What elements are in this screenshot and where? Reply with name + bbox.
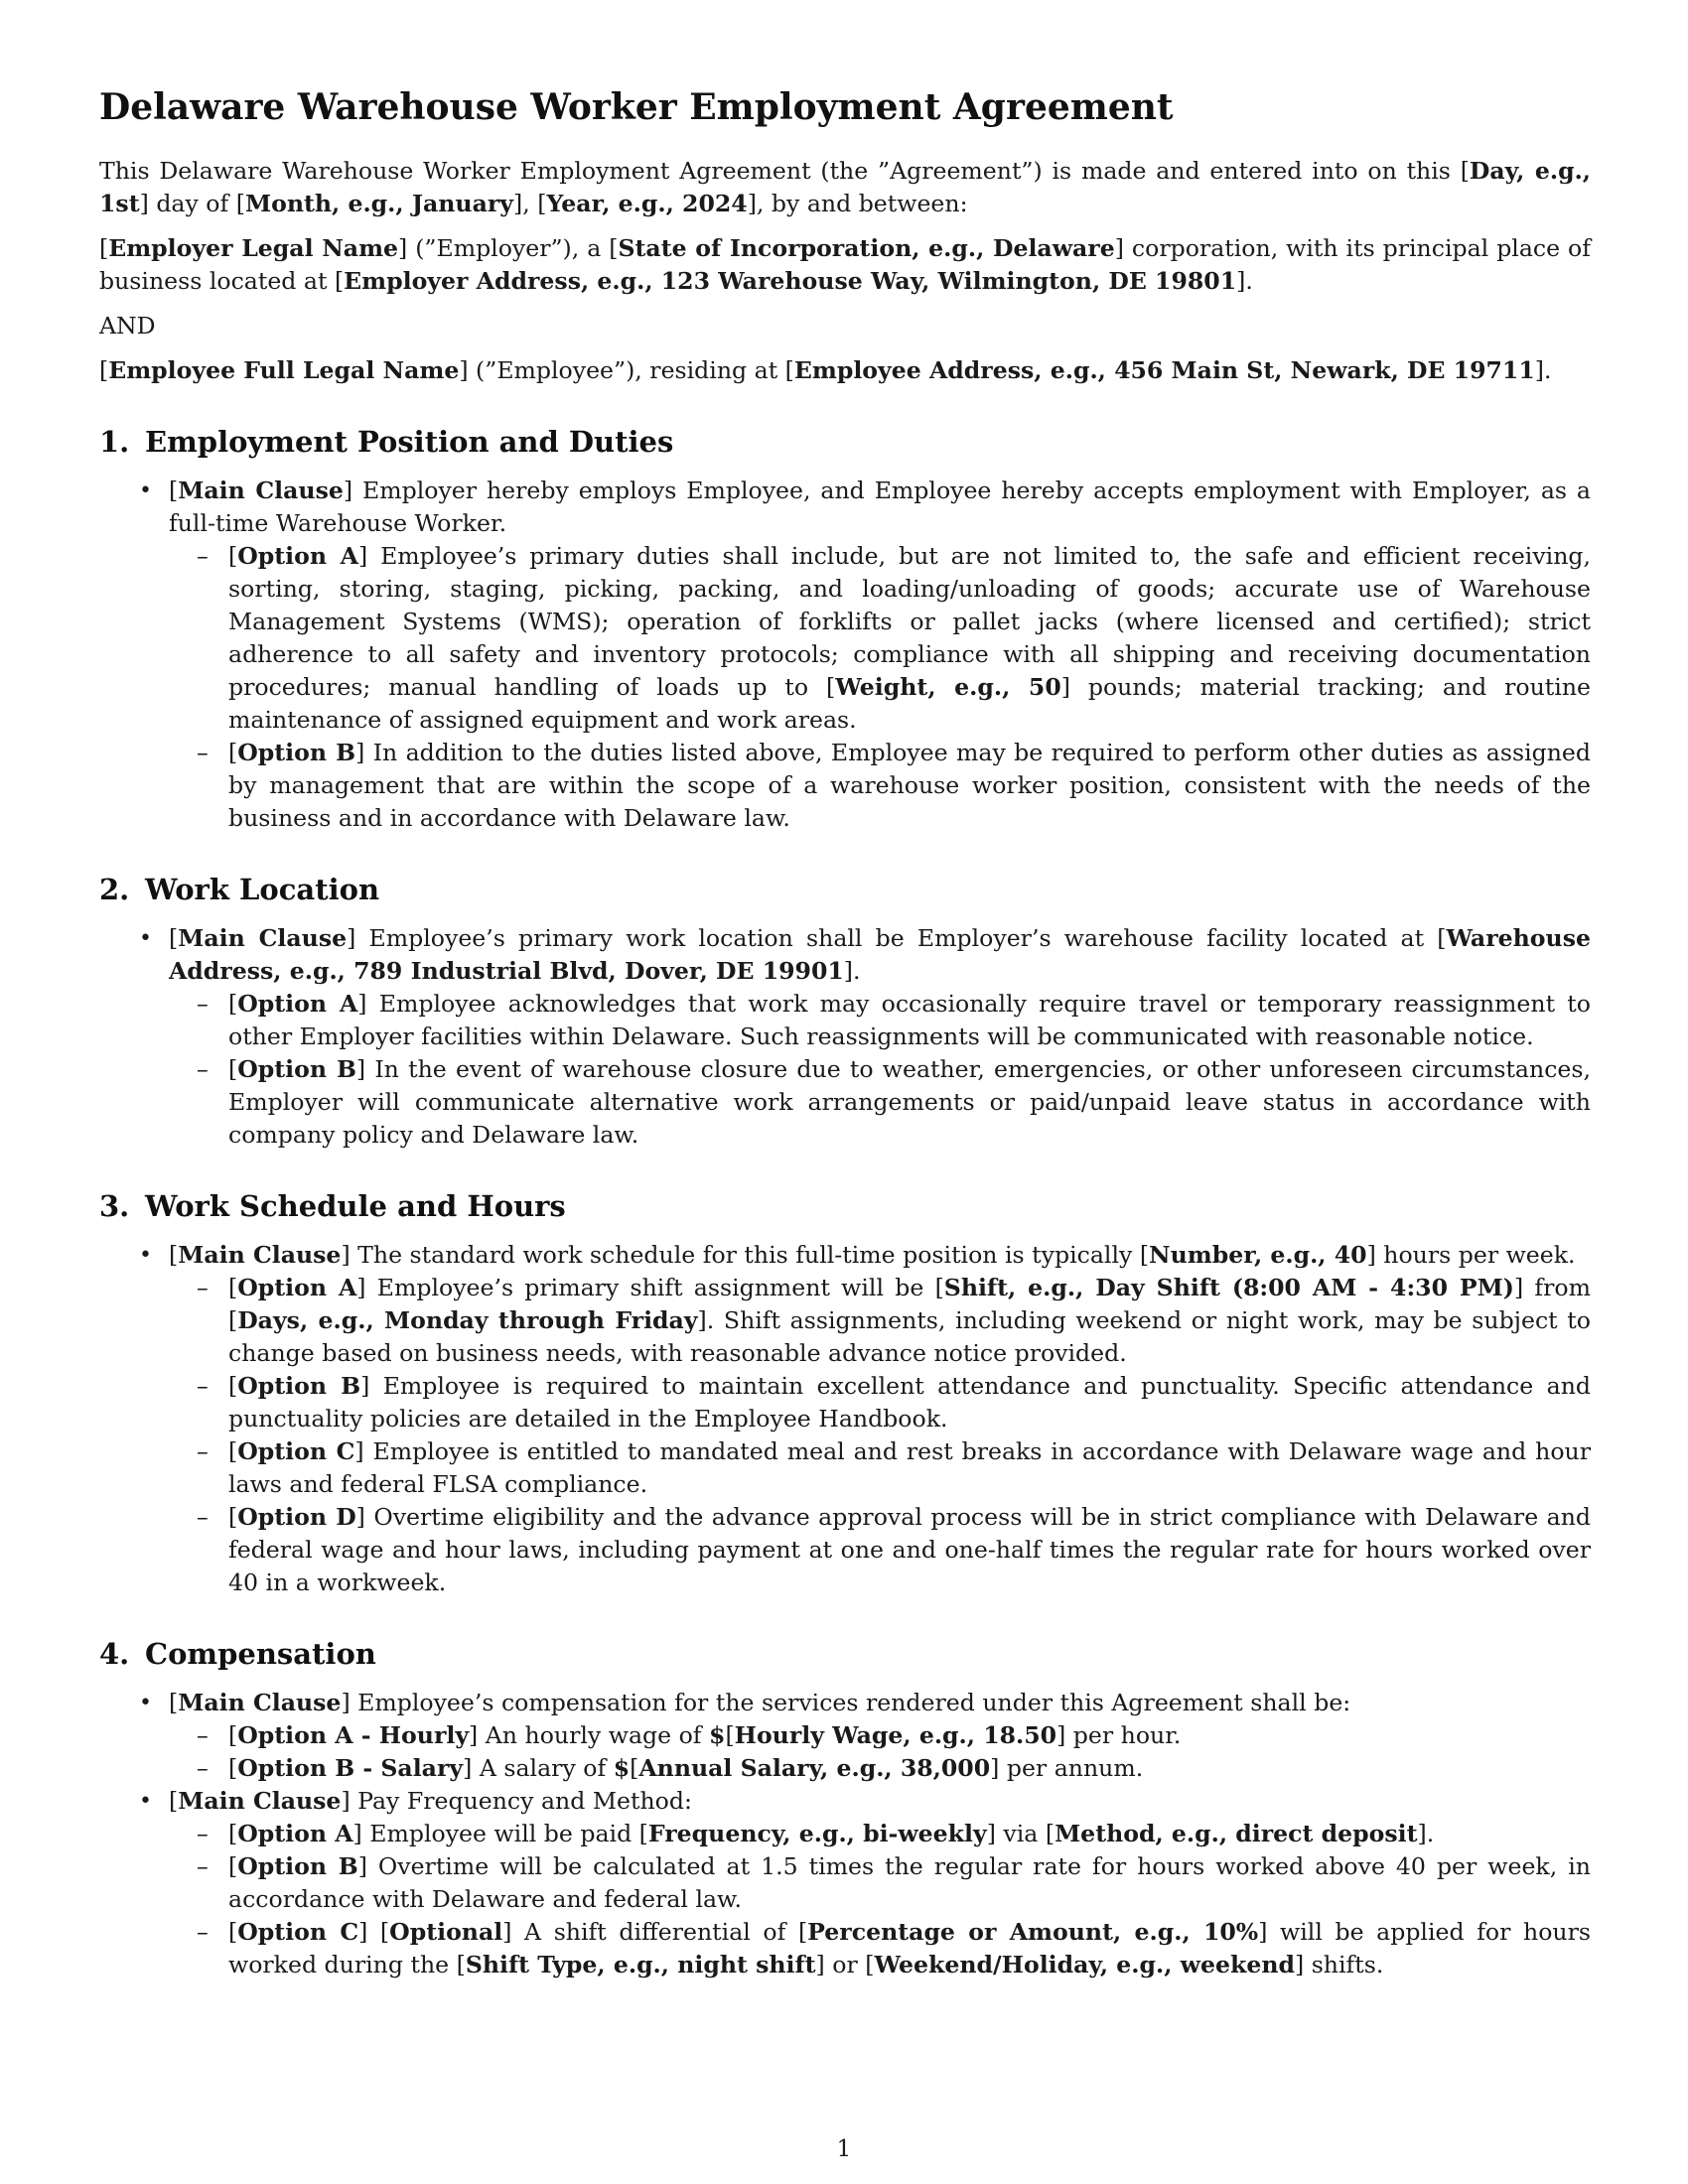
intro-paragraph-employer: [Employer Legal Name] (”Employer”), a [State of Incorporation, e.g., Delaware] corporation, with its principal place of business located at [Employer Address, e.g., 123 Warehouse Way, Wilmington, DE 19801]. — [99, 234, 1591, 295]
clause-item: • [Main Clause] Pay Frequency and Method: – [Option A] Employee will be paid [Frequency, e.g., bi-weekly] via [Method, e.g., direct deposit]. – [Option B] Overtime will be calculated at 1.5 times the regular rate for hours worked above 40 per week, in accordance with Delaware and federal law. – [Option C] [Optional] A shift differential of [Percentage or Amount, e.g., 10%] will be applied for hours worked during the [Shift Type, e.g., night shift] or [Weekend/Holiday, e.g., weekend] shifts. — [169, 1785, 1591, 1981]
option-item: – [Option A - Hourly] An hourly wage of $[Hourly Wage, e.g., 18.50] per hour. — [228, 1719, 1591, 1752]
clause-item: • [Main Clause] Employee’s compensation for the services rendered under this Agreement shall be: – [Option A - Hourly] An hourly wage of $[Hourly Wage, e.g., 18.50] per hour. – [Option B - Salary] A salary of $[Annual Salary, e.g., 38,000] per annum. — [169, 1687, 1591, 1785]
option-item: – [Option A] Employee’s primary shift assignment will be [Shift, e.g., Day Shift (8:00 AM - 4:30 PM)] from [Days, e.g., Monday through Friday]. Shift assignments, including weekend or night work, may be subject to change based on business needs, with reasonable advance notice provided. — [228, 1272, 1591, 1370]
document-title: Delaware Warehouse Worker Employment Agreement — [99, 86, 1174, 128]
intro-paragraph-date: This Delaware Warehouse Worker Employment Agreement (the ”Agreement”) is made and entered into on this [Day, e.g., 1st] day of [Month, e.g., January], [Year, e.g., 2024], by and between: — [99, 157, 1591, 217]
section-list-location — [99, 922, 1591, 1152]
section-list-schedule — [99, 1239, 1591, 1599]
clause-item: • [Main Clause] The standard work schedule for this full-time position is typically [Number, e.g., 40] hours per week. – [Option A] Employee’s primary shift assignment will be [Shift, e.g., Day Shift (8:00 AM - 4:30 PM)] from [Days, e.g., Monday through Friday]. Shift assignments, including weekend or night work, may be subject to change based on business needs, with reasonable advance notice provided. – [Option B] Employee is required to maintain excellent attendance and punctuality. Specific attendance and punctuality policies are detailed in the Employee Handbook. – [Option C] Employee is entitled to mandated meal and rest breaks in accordance with Delaware wage and hour laws and federal FLSA compliance. – [Option D] Overtime eligibility and the advance approval process will be in strict compliance with Delaware and federal wage and hour laws, including payment at one and one-half times the regular rate for hours worked over 40 in a workweek. — [169, 1239, 1591, 1599]
option-item: – [Option A] Employee’s primary duties shall include, but are not limited to, the safe and efficient receiving, sorting, storing, staging, picking, packing, and loading/unloading of goods; accurate use of Warehouse Management Systems (WMS); operation of forklifts or pallet jacks (where licensed and certified); strict adherence to all safety and inventory protocols; compliance with all shipping and receiving documentation procedures; manual handling of loads up to [Weight, e.g., 50] pounds; material tracking; and routine maintenance of assigned equipment and work areas. — [228, 540, 1591, 737]
section-heading-location: 2. Work Location — [99, 873, 380, 906]
clause-item: • [Main Clause] Employer hereby employs Employee, and Employee hereby accepts employment with Employer, as a full-time Warehouse Worker. – [Option A] Employee’s primary duties shall include, but are not limited to, the safe and efficient receiving, sorting, storing, staging, picking, packing, and loading/unloading of goods; accurate use of Warehouse Management Systems (WMS); operation of forklifts or pallet jacks (where licensed and certified); strict adherence to all safety and inventory protocols; compliance with all shipping and receiving documentation procedures; manual handling of loads up to [Weight, e.g., 50] pounds; material tracking; and routine maintenance of assigned equipment and work areas. – [Option B] In addition to the duties listed above, Employee may be required to perform other duties as assigned by management that are within the scope of a warehouse worker position, consistent with the needs of the business and in accordance with Delaware law. — [169, 475, 1591, 835]
option-item: – [Option D] Overtime eligibility and the advance approval process will be in strict compliance with Delaware and federal wage and hour laws, including payment at one and one-half times the regular rate for hours worked over 40 in a workweek. — [228, 1501, 1591, 1599]
section-heading-schedule: 3. Work Schedule and Hours — [99, 1189, 566, 1223]
document-page — [99, 85, 1591, 1981]
option-item: – [Option A] Employee will be paid [Frequency, e.g., bi-weekly] via [Method, e.g., direct deposit]. — [228, 1818, 1591, 1850]
page-number: 1 — [836, 2136, 852, 2162]
intro-paragraph-employee: [Employee Full Legal Name] (”Employee”), residing at [Employee Address, e.g., 456 Main St, Newark, DE 19711]. — [99, 356, 1552, 384]
section-heading-duties: 1. Employment Position and Duties — [99, 425, 674, 459]
option-item: – [Option B] Employee is required to maintain excellent attendance and punctuality. Specific attendance and punctuality policies are detailed in the Employee Handbook. — [228, 1370, 1591, 1435]
option-item: – [Option B - Salary] A salary of $[Annual Salary, e.g., 38,000] per annum. — [228, 1752, 1591, 1785]
clause-item: • [Main Clause] Employee’s primary work location shall be Employer’s warehouse facility located at [Warehouse Address, e.g., 789 Industrial Blvd, Dover, DE 19901]. – [Option A] Employee acknowledges that work may occasionally require travel or temporary reassignment to other Employer facilities within Delaware. Such reassignments will be communicated with reasonable notice. – [Option B] In the event of warehouse closure due to weather, emergencies, or other unforeseen circumstances, Employer will communicate alternative work arrangements or paid/unpaid leave status in accordance with company policy and Delaware law. — [169, 922, 1591, 1152]
option-item: – [Option C] [Optional] A shift differential of [Percentage or Amount, e.g., 10%] will be applied for hours worked during the [Shift Type, e.g., night shift] or [Weekend/Holiday, e.g., weekend] shifts. — [228, 1916, 1591, 1981]
option-item: – [Option C] Employee is entitled to mandated meal and rest breaks in accordance with Delaware wage and hour laws and federal FLSA compliance. — [228, 1435, 1591, 1501]
section-list-compensation — [99, 1687, 1591, 1981]
option-item: – [Option A] Employee acknowledges that work may occasionally require travel or temporary reassignment to other Employer facilities within Delaware. Such reassignments will be communicated with reasonable notice. — [228, 988, 1591, 1053]
section-heading-compensation: 4. Compensation — [99, 1637, 376, 1671]
option-item: – [Option B] In addition to the duties listed above, Employee may be required to perform other duties as assigned by management that are within the scope of a warehouse worker position, consistent with the needs of the business and in accordance with Delaware law. — [228, 737, 1591, 835]
intro-and: AND — [99, 312, 156, 340]
option-item: – [Option B] Overtime will be calculated at 1.5 times the regular rate for hours worked above 40 per week, in accordance with Delaware and federal law. — [228, 1850, 1591, 1916]
section-list-duties — [99, 475, 1591, 835]
option-item: – [Option B] In the event of warehouse closure due to weather, emergencies, or other unforeseen circumstances, Employer will communicate alternative work arrangements or paid/unpaid leave status in accordance with company policy and Delaware law. — [228, 1053, 1591, 1152]
